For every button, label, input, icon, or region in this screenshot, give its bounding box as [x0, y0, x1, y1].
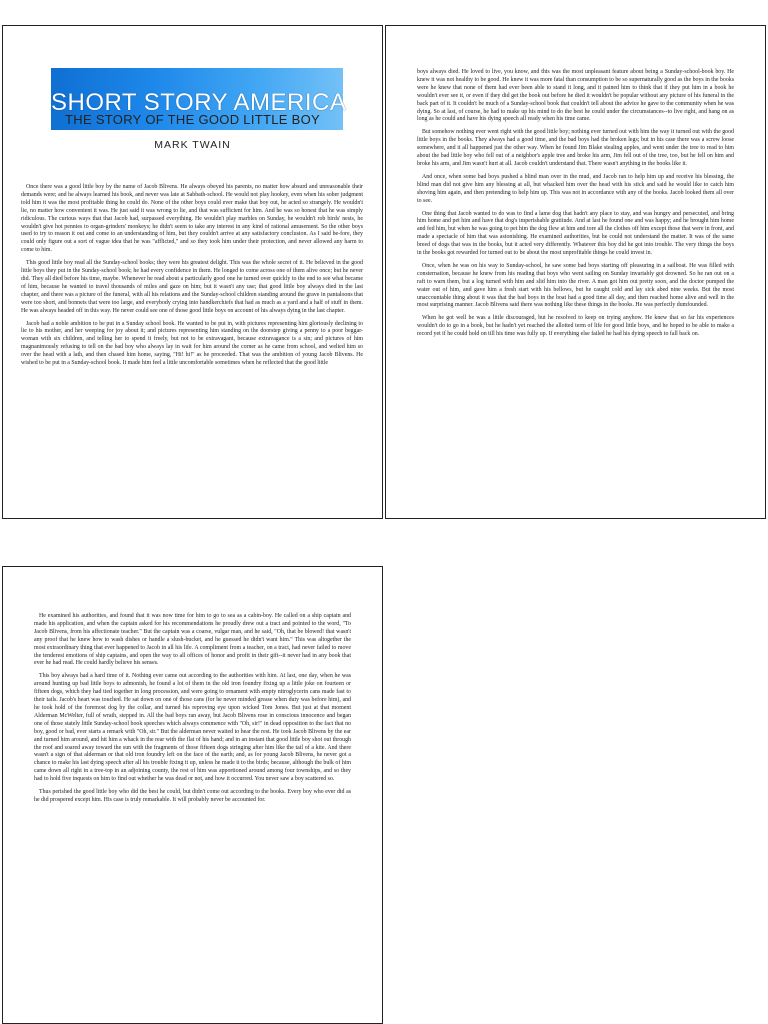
paragraph: Thus perished the good little boy who did the best he could, but didn't come out according to the books. Every boy who ever did as he did prospered except him. His case is truly remarkable. It will probably never be accounted for. — [34, 789, 351, 803]
page-1-body — [21, 184, 363, 373]
story-title: THE STORY OF THE GOOD LITTLE BOY — [65, 112, 320, 127]
story-author: MARK TWAIN — [154, 139, 231, 151]
paragraph: Jacob had a noble ambition to be put in a Sunday school book. He wanted to be put in, with pictures representing him gloriously declining to lie to his mother, and her weeping for joy about it; and pictures representing him standing on the doorstep giving a penny to a poor beggar-woman with six children, and telling her to spend it freely, but not to be extravagant, because extravagance is a sin; and pictures of him magnanimously refusing to tell on the bad boy who always lay in wait for him around the corner as he came from school, and welted him so over the head with a lath, and then chased him home, saying, "Hi! hi!" as he proceeded. That was the ambition of young Jacob Blivens. He wished to be put in a Sunday-school book. It made him feel a little uncomfortable sometimes when he reflected that the good little — [21, 320, 363, 367]
page-3-body — [34, 613, 351, 810]
paragraph: And once, when some bad boys pushed a blind man over in the mud, and Jacob ran to help him up and receive his blessing, the blind man did not give him any blessing at all, but whacked him over the head with his stick and said he would like to catch him shoving him again, and then pretending to help him up. This was not in accordance with any of the books. Jacob looked them all over to see. — [417, 173, 734, 204]
paragraph: But somehow nothing ever went right with the good little boy; nothing ever turned out with him the way it turned out with the good little boys in the books. They always had a good time, and the bad boys had the broken legs; but in his case there was a screw loose somewhere, and it all happened just the other way. When he found Jim Blake stealing apples, and went under the tree to read to him about the bad little boy who fell out of a neighbor's apple tree and broke his arm, Jim fell out of the tree, too, but he fell on him and broke his arm, and Jim wasn't hurt at all. Jacob couldn't understand that. There wasn't anything in the books like it. — [417, 129, 734, 167]
page-1 — [2, 25, 383, 519]
paragraph: boys always died. He loved to live, you know, and this was the most unpleasant feature about being a Sunday-school-book boy. He knew it was not healthy to be good. He knew it was more fatal than consumption to be so supernaturally good as the boys in the books were he knew that none of them had ever been able to stand it long, and it pained him to think that if they put him in a book he wouldn't ever see it, or even if they did get the book out before he died it wouldn't be popular without any picture of his funeral in the back part of it. It couldn't be much of a Sunday-school book that couldn't tell about the advice he gave to the community when he was dying. So at last, of course, he had to make up his mind to do the best he could under the circumstances--to live right, and hang on as long as he could and have his dying speech all ready when his time came. — [417, 69, 734, 123]
paragraph: When he got well he was a little discouraged, but he resolved to keep on trying anyhow. He knew that so far his experiences wouldn't do to go in a book, but he hadn't yet reached the allotted term of life for good little boys, and he hoped to be able to make a record yet if he could hold on till his time was fully up. If everything else failed he had his dying speech to fall back on. — [417, 315, 734, 338]
paragraph: One thing that Jacob wanted to do was to find a lame dog that hadn't any place to stay, and was hungry and persecuted, and bring him home and pet him and have that dog's imperishable gratitude. And at last he found one and was happy; and he brought him home and fed him, but when he was going to pet him the dog flew at him and tore all the clothes off him except those that were in front, and made a spectacle of him that was astonishing. He examined authorities, but he could not understand the matter. It was of the same breed of dogs that was in the books, but it acted very differently. Whatever this boy did he got into trouble. The very things the boys in the books got rewarded for turned out to be about the most unprofitable things he could invest in. — [417, 210, 734, 257]
paragraph: This good little boy read all the Sunday-school books; they were his greatest delight. This was the whole secret of it. He believed in the good little boys they put in the Sunday-school book; he had every confidence in them. He longed to come across one of them alive once; but he never did. They all died before his time, maybe. Whenever he read about a particularly good one he turned over quickly to the end to see what became of him, because he wanted to travel thousands of miles and gaze on him; but it wasn't any use; that good little boy always died in the last chapter, and there was a picture of the funeral, with all his relations and the Sunday-school children standing around the grave in pantaloons that were too short, and bonnets that were too large, and everybody crying into handkerchiefs that had as much as a yard and a half of stuff in them. He was always headed off in this way. He never could see one of those good little boys on account of his always dying in the last chapter. — [21, 260, 363, 314]
banner-title: SHORT STORY AMERICA — [51, 89, 347, 116]
page-3 — [2, 566, 383, 1024]
page-2-body — [417, 69, 734, 344]
paragraph: This boy always had a hard time of it. Nothing ever came out according to the authorities with him. At last, one day, when he was around hunting up bad little boys to admonish, he found a lot of them in the old iron foundry fixing up a little joke on fourteen or fifteen dogs, which they had tied together in long procession, and were going to ornament with empty nitroglycerin cans made fast to their tails. Jacob's heart was touched. He sat down on one of those cans (for he never minded grease when duty was before him), and he took hold of the foremost dog by the collar, and turned his reproving eye upon wicked Tom Jones. But just at that moment Alderman McWelter, full of wrath, stepped in. All the bad boys ran away, but Jacob Blivens rose in conscious innocence and began one of those stately little Sunday-school book speeches which always commence with "Oh, sir!" in dead opposition to the fact that no boy, good or bad, ever starts a remark with "Oh, sir." But the alderman never waited to hear the rest. He took Jacob Blivens by the ear and turned him around, and hit him a whack in the rear with the flat of his hand; and in an instant that good little boy shot out through the roof and soared away toward the sun with the fragments of those fifteen dogs stringing after him like the tail of a kite. And there wasn't a sign of that alderman or that old iron foundry left on the face of the earth; and, as for young Jacob Blivens, he never got a chance to make his last dying speech after all his trouble fixing it up, unless he made it to the birds; because, although the bulk of him came down all right in a tree-top in an adjoining county, the rest of him was apportioned around among four townships, and so they had to hold five inquests on him to find out whether he was dead or not, and how it occurred. You never saw a boy scattered so. — [34, 673, 351, 783]
paragraph: Once, when he was on his way to Sunday-school, he saw some bad boys starting off pleasuring in a sailboat. He was filled with consternation, because he knew from his reading that boys who went sailing on Sunday invariably got drowned. So he ran out on a raft to warn them, but a log turned with him and slid him into the river. A man got him out pretty soon, and the doctor pumped the water out of him, and gave him a fresh start with his bellows, but he caught cold and lay sick abed nine weeks. But the most unaccountable thing about it was that the bad boys in the boat had a good time all day, and then reached home alive and well in the most surprising manner. Jacob Blivens said there was nothing like these things in the books. He was perfectly dumfounded. — [417, 262, 734, 309]
page-2 — [385, 25, 766, 519]
paragraph: Once there was a good little boy by the name of Jacob Blivens. He always obeyed his parents, no matter how absurd and unreasonable their demands were; and he always learned his book, and never was late at Sabbath-school. He would not play hookey, even when his sober judgment told him it was the most profitable thing he could do. None of the other boys could ever make that boy out, he acted so strangely. He wouldn't lie, no matter how convenient it was. He just said it was wrong to lie, and that was sufficient for him. And he was so honest that he was simply ridiculous. The curious ways that that Jacob had, surpassed everything. He wouldn't play marbles on Sunday, he wouldn't rob birds' nests, he wouldn't give hot pennies to organ-grinders' monkeys; he didn't seem to take any interest in any kind of rational amusement. So the other boys used to try to reason it out and come to an understanding of him, but they couldn't arrive at any satisfactory conclusion. As I said be-fore, they could only figure out a sort of vague idea that he was "afflicted," and so they took him under their protection, and never allowed any harm to come to him. — [21, 184, 363, 254]
paragraph: He examined his authorities, and found that it was now time for him to go to sea as a cabin-boy. He called on a ship captain and made his application, and when the captain asked for his recommendations he proudly drew out a tract and pointed to the word, "To Jacob Blivens, from his affectionate teacher." But the captain was a coarse, vulgar man, and he said, "Oh, that be blowed! that wasn't any proof that he knew how to wash dishes or handle a slush-bucket, and he guessed he didn't want him." This was altogether the most extraordinary thing that ever happened to Jacob in all his life. A compliment from a teacher, on a tract, had never failed to move the tenderest emotions of ship captains, and open the way to all offices of honor and profit in their gift--it never had in any book that ever he had read. He could hardly believe his senses. — [34, 613, 351, 667]
